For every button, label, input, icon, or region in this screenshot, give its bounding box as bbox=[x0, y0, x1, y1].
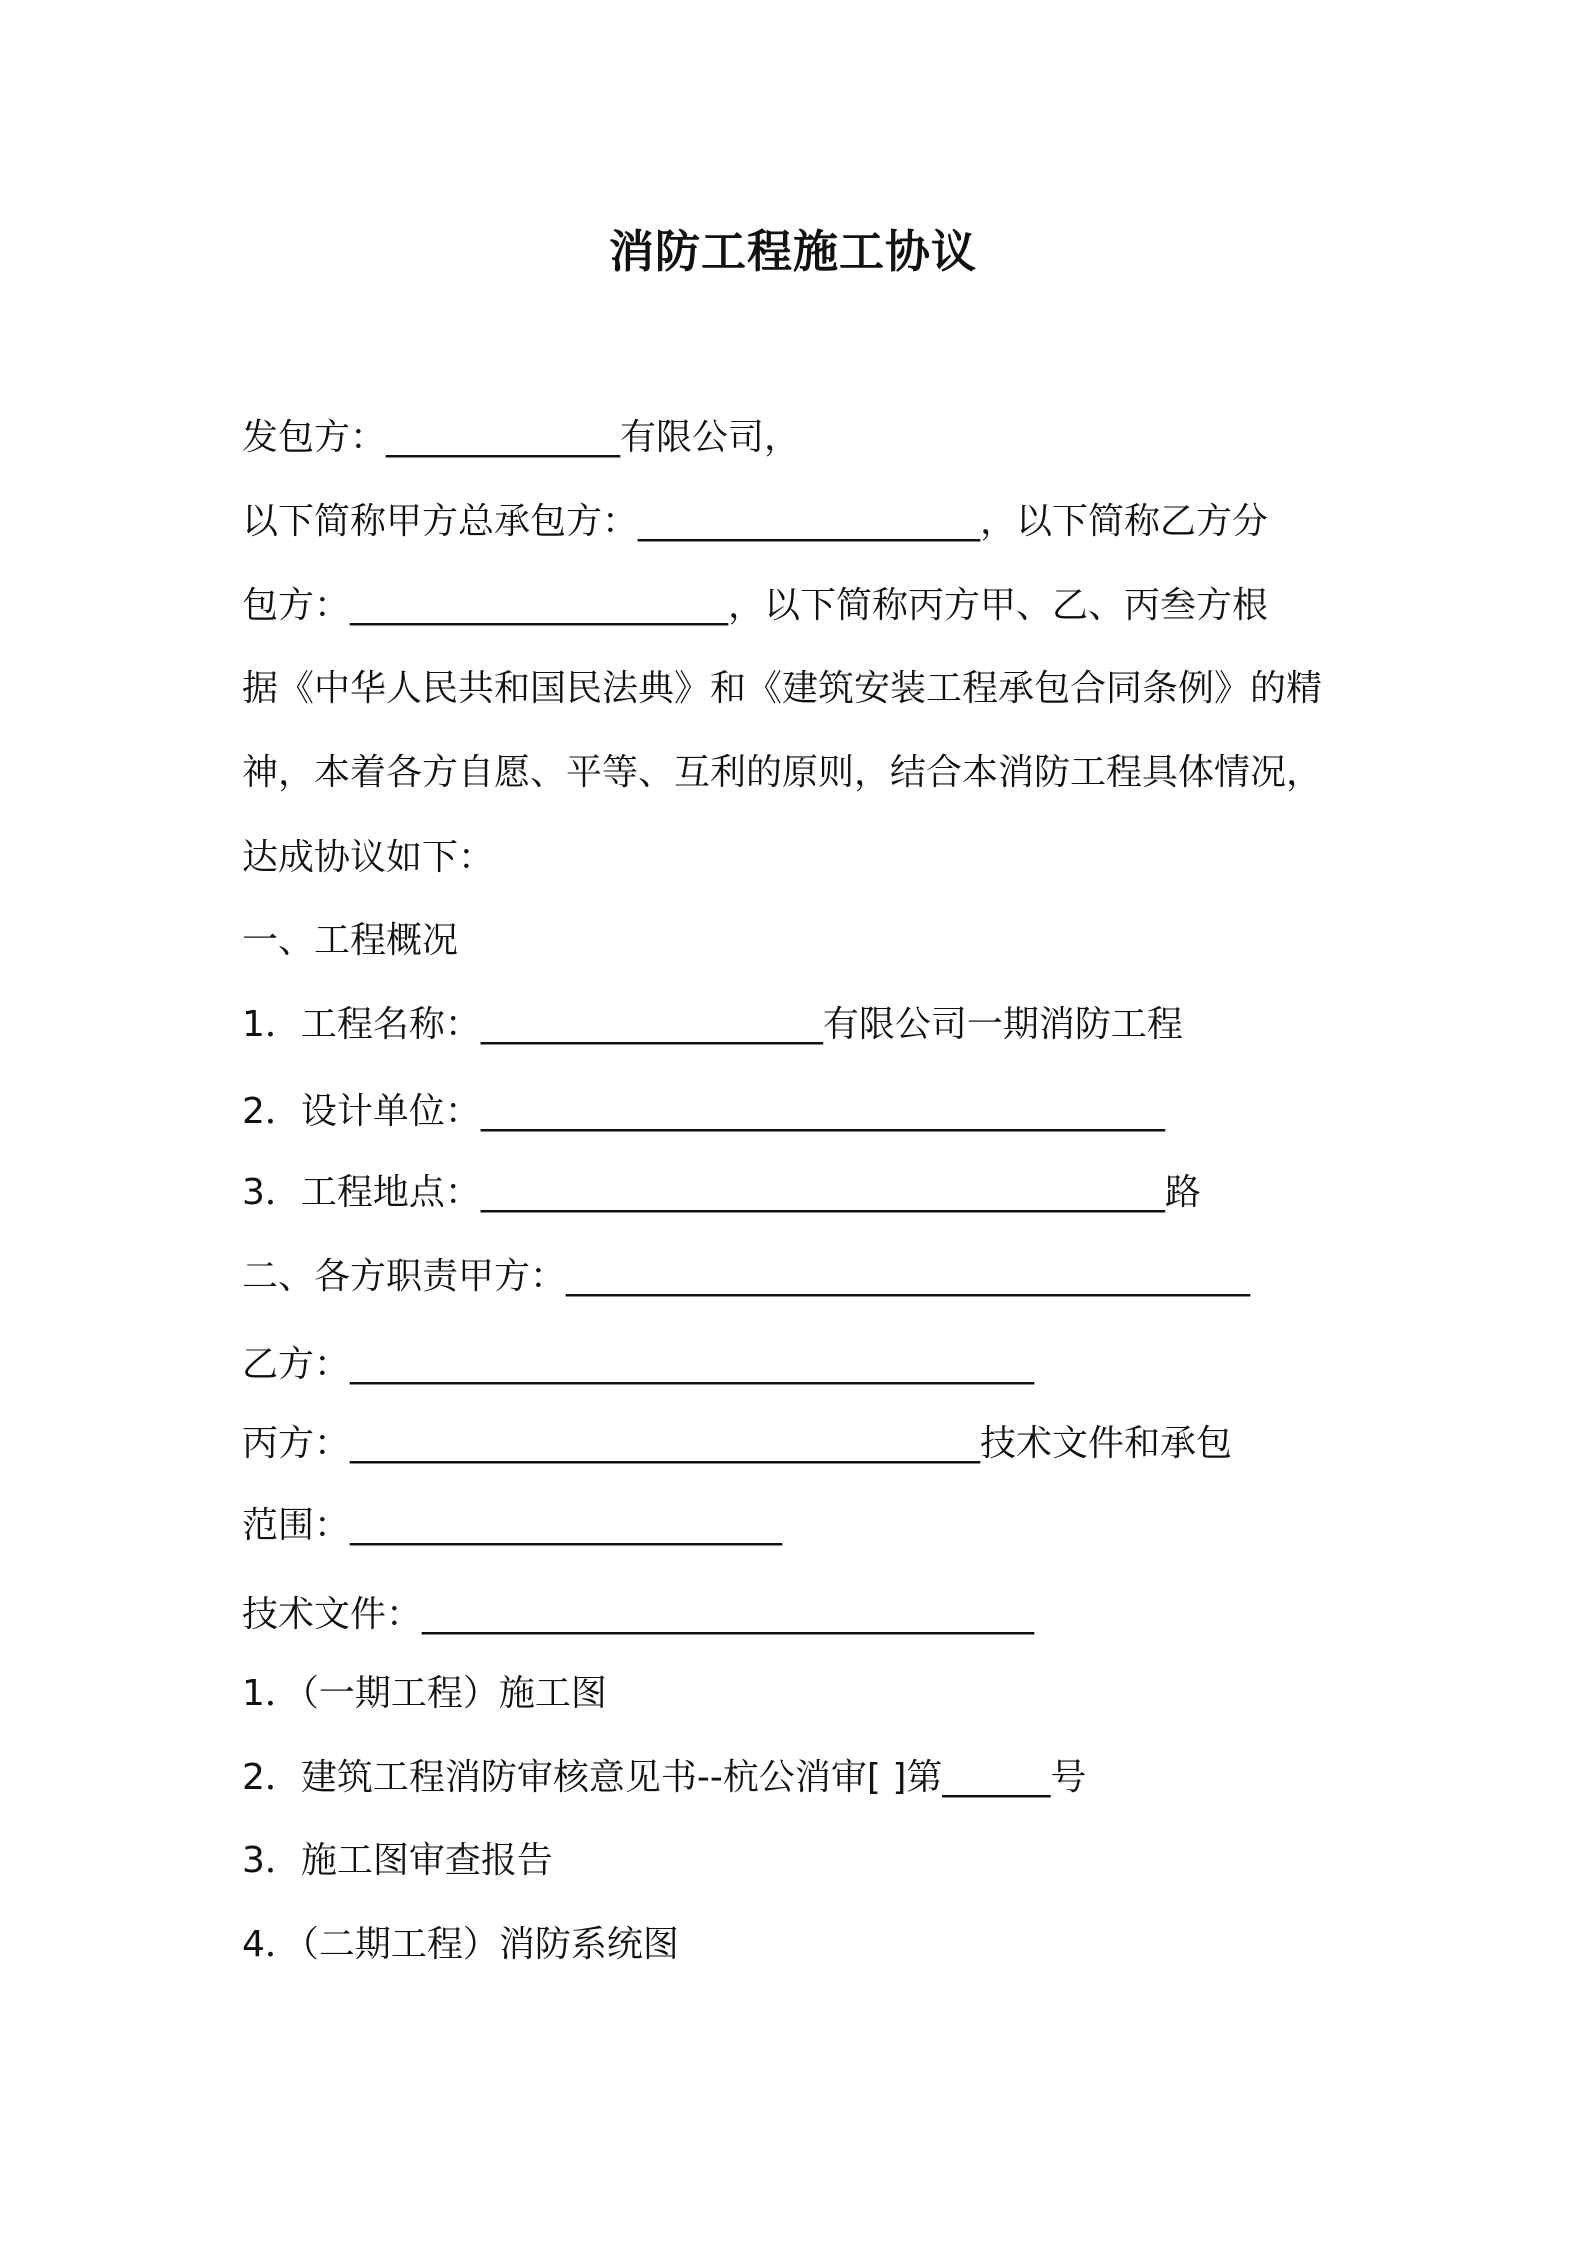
paragraph-line: 乙方：______________________________________ bbox=[242, 1344, 1035, 1385]
paragraph-line: 发包方：_____________有限公司， bbox=[242, 417, 801, 458]
section-heading: 二、各方职责甲方：______________________________________ bbox=[242, 1256, 1251, 1297]
list-item: 1．工程名称：___________________有限公司一期消防工程 bbox=[242, 1004, 1183, 1045]
list-item: 1．（一期工程）施工图 bbox=[242, 1673, 607, 1714]
paragraph-line: 丙方：___________________________________技术文件和承包 bbox=[242, 1423, 1233, 1464]
paragraph-line: 技术文件：__________________________________ bbox=[242, 1594, 1035, 1635]
paragraph-line: 神，本着各方自愿、平等、互利的原则，结合本消防工程具体情况， bbox=[242, 752, 1323, 793]
paragraph-line: 包方：_____________________，以下简称丙方甲、乙、丙叁方根 bbox=[242, 585, 1269, 626]
list-item: 2．建筑工程消防审核意见书--杭公消审[ ]第______号 bbox=[242, 1757, 1087, 1798]
list-item: 3．工程地点：______________________________________路 bbox=[242, 1172, 1201, 1213]
document-title: 消防工程施工协议 bbox=[608, 225, 977, 278]
paragraph-line: 范围：________________________ bbox=[242, 1505, 783, 1546]
section-heading: 一、工程概况 bbox=[242, 920, 459, 961]
list-item: 2．设计单位：______________________________________ bbox=[242, 1091, 1165, 1132]
paragraph-line: 据《中华人民共和国民法典》和《建筑安装工程承包合同条例》的精 bbox=[242, 668, 1323, 709]
paragraph-line: 达成协议如下： bbox=[242, 837, 495, 878]
paragraph-line: 以下简称甲方总承包方：___________________，以下简称乙方分 bbox=[242, 501, 1269, 542]
list-item: 3．施工图审查报告 bbox=[242, 1840, 553, 1881]
list-item: 4．（二期工程）消防系统图 bbox=[242, 1924, 679, 1965]
